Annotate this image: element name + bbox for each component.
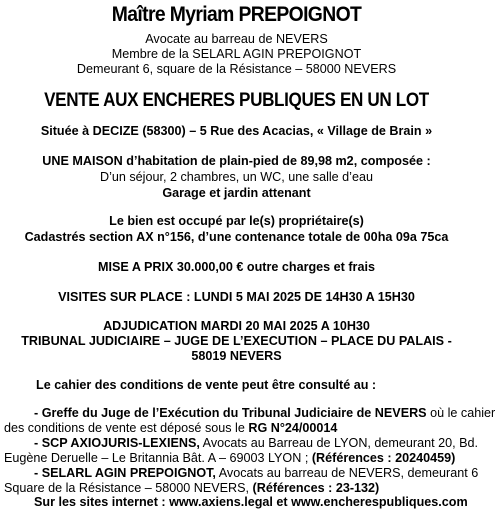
conditions-intro: Le cahier des conditions de vente peut être consulté au : — [36, 378, 377, 392]
lawyer-address: Demeurant 6, square de la Résistance – 58000 NEVERS — [76, 62, 397, 76]
starting-price: MISE A PRIX 30.000,00 € outre charges et frais — [98, 260, 375, 274]
lawyer-role: Avocate au barreau de NEVERS — [145, 32, 328, 46]
lawyer-firm: Membre de la SELARL AGIN PREPOIGNOT — [111, 47, 362, 61]
house-rooms: D’un séjour, 2 chambres, un WC, une salle d’eau — [99, 170, 373, 184]
adjudication-date: ADJUDICATION MARDI 20 MAI 2025 A 10H30 — [103, 319, 370, 333]
scp-line-2 — [4, 450, 470, 466]
websites-info: Sur les sites internet : www.axiens.legal et www.encherespubliques.com — [34, 495, 468, 509]
house-extras: Garage et jardin attenant — [162, 186, 311, 200]
greffe-rg-number: RG N°24/00014 — [248, 421, 338, 435]
selarl-line-1 — [34, 465, 479, 481]
selarl-desc: Avocats au barreau de NEVERS, demeurant 6 — [215, 466, 479, 480]
adjudication-court: TRIBUNAL JUDICIAIRE – JUGE DE L’EXECUTION – PLACE DU PALAIS - — [21, 334, 452, 348]
lawyer-name-title: Maître Myriam PREPOIGNOT — [111, 2, 362, 26]
greffe-line-2 — [4, 420, 470, 436]
house-description-title: UNE MAISON d’habitation de plain-pied de 89,98 m2, composée : — [42, 154, 431, 168]
sale-heading: VENTE AUX ENCHERES PUBLIQUES EN UN LOT — [44, 90, 429, 111]
greffe-line-1 — [34, 405, 495, 421]
occupancy-status: Le bien est occupé par le(s) propriétaire(s) — [109, 214, 364, 228]
selarl-line-2 — [4, 480, 470, 496]
greffe-deposit-text: des conditions de vente est déposé sous le — [4, 421, 249, 435]
selarl-name: - SELARL AGIN PREPOIGNOT, — [34, 466, 216, 480]
cadastre-info: Cadastrés section AX n°156, d’une contenance totale de 00ha 09a 75ca — [24, 230, 449, 244]
visits-info: VISITES SUR PLACE : LUNDI 5 MAI 2025 DE 14H30 A 15H30 — [58, 290, 415, 304]
scp-name: - SCP AXIOJURIS-LEXIENS, — [34, 436, 200, 450]
adjudication-city: 58019 NEVERS — [191, 349, 282, 363]
scp-desc: Avocats au Barreau de LYON, demeurant 20, Bd. — [199, 436, 479, 450]
scp-reference: (Références : 20240459) — [311, 451, 456, 465]
selarl-address: Square de la Résistance – 58000 NEVERS, — [4, 481, 253, 495]
scp-line-1 — [34, 435, 479, 451]
scp-address: Eugène Deruelle – Le Britannia Bât. A – 69003 LYON ; — [4, 451, 312, 465]
greffe-name: - Greffe du Juge de l’Exécution du Tribunal Judiciaire de NEVERS — [34, 406, 427, 420]
greffe-note: où le cahier — [426, 406, 495, 420]
property-location: Située à DECIZE (58300) – 5 Rue des Acacias, « Village de Brain » — [40, 124, 433, 138]
selarl-reference: (Références : 23-132) — [252, 481, 380, 495]
